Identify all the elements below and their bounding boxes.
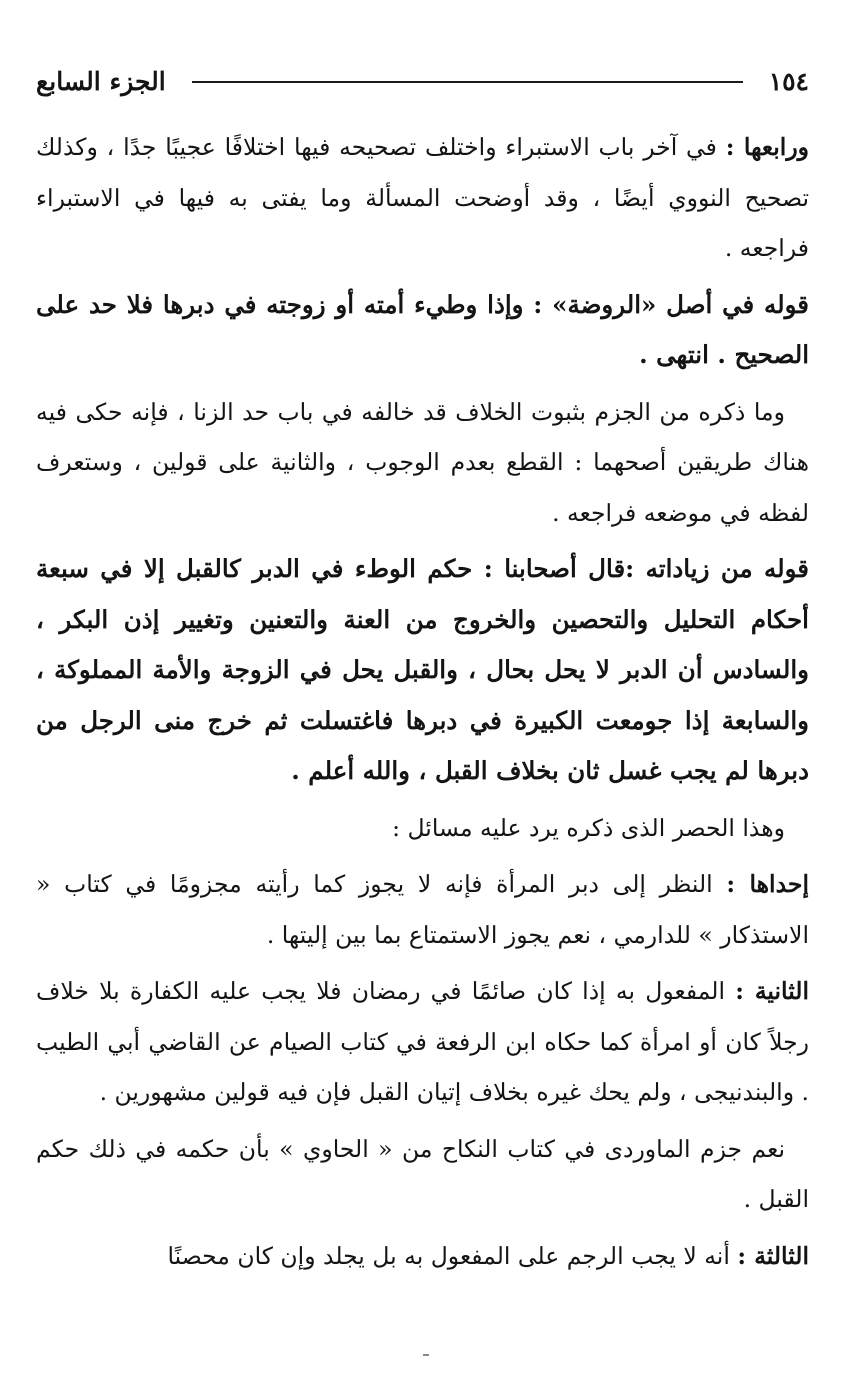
paragraph-text: قوله في أصل «الروضة» : وإذا وطيء أمته أو زوجته في دبرها فلا حد على الصحيح . انتهى . xyxy=(36,289,809,369)
paragraph-mawardi xyxy=(36,1124,809,1225)
paragraph-third-issue xyxy=(36,1231,809,1282)
paragraph-text: النظر إلى دبر المرأة فإنه لا يجوز كما رأيته مجزومًا في كتاب « الاستذكار » للدارمي ، نعم يجوز الاستمتاع بما بين إليتها . xyxy=(36,870,809,949)
paragraph-lead: إحداها : xyxy=(726,870,809,898)
paragraph-text: وهذا الحصر الذى ذكره يرد عليه مسائل : xyxy=(392,813,785,842)
footer-mark xyxy=(423,1354,429,1356)
page-number: ١٥٤ xyxy=(768,67,809,96)
paragraph-commentary-hadd xyxy=(36,387,809,539)
body-text xyxy=(36,122,809,1287)
paragraph-text: في آخر باب الاستبراء واختلف تصحيحه فيها اختلافًا عجيبًا جدًا ، وكذلك تصحيح النووي أيضًا ، وقد أوضحت المسألة وما يفتى به فيها في الاستبراء فراجعه . xyxy=(36,133,809,262)
running-title: الجزء السابع xyxy=(36,67,166,96)
paragraph-quote-rawda xyxy=(36,280,809,381)
book-page xyxy=(36,0,809,1390)
page-header xyxy=(36,60,809,104)
paragraph-quote-ziyadat xyxy=(36,544,809,797)
paragraph-text: المفعول به إذا كان صائمًا في رمضان فلا يجب عليه الكفارة بلا خلاف رجلاً كان أو امرأة كما حكاه ابن الرفعة في كتاب الصيام عن القاضي أبي الطيب . والبندنيجى ، ولم يحك غيره بخلاف إتيان القبل فإن فيه قولين مشهورين . xyxy=(36,977,809,1106)
paragraph-text: وما ذكره من الجزم بثبوت الخلاف قد خالفه في باب حد الزنا ، فإنه حكى فيه هناك طريقين أصحهما : القطع بعدم الوجوب ، والثانية على قولين ، وستعرف لفظه في موضعه فراجعه . xyxy=(36,397,809,527)
paragraph-hasr xyxy=(36,803,809,854)
paragraph-lead: الثالثة : xyxy=(737,1241,809,1270)
paragraph-lead: الثانية : xyxy=(735,977,809,1005)
paragraph-lead: ورابعها : xyxy=(725,133,810,161)
header-rule xyxy=(192,81,743,83)
paragraph-first-issue xyxy=(36,859,809,960)
paragraph-fourth xyxy=(36,122,809,274)
paragraph-text: قوله من زياداته :قال أصحابنا : حكم الوطء في الدبر كالقبل إلا في سبعة أحكام التحليل والتحصين والخروج من العنة والتعنين وتغيير إذن البكر ، والسادس أن الدبر لا يحل بحال ، والقبل يحل في الزوجة والأمة المملوكة ، والسابعة إذا جومعت الكبيرة في دبرها فاغتسلت ثم خرج منى الرجل من دبرها لم يجب غسل ثان بخلاف القبل ، والله أعلم . xyxy=(36,554,809,785)
paragraph-text: أنه لا يجب الرجم على المفعول به بل يجلد وإن كان محصنًا xyxy=(167,1241,738,1270)
paragraph-text: نعم جزم الماوردى في كتاب النكاح من « الحاوي » بأن حكمه في ذلك حكم القبل . xyxy=(36,1134,809,1213)
paragraph-second-issue xyxy=(36,966,809,1118)
